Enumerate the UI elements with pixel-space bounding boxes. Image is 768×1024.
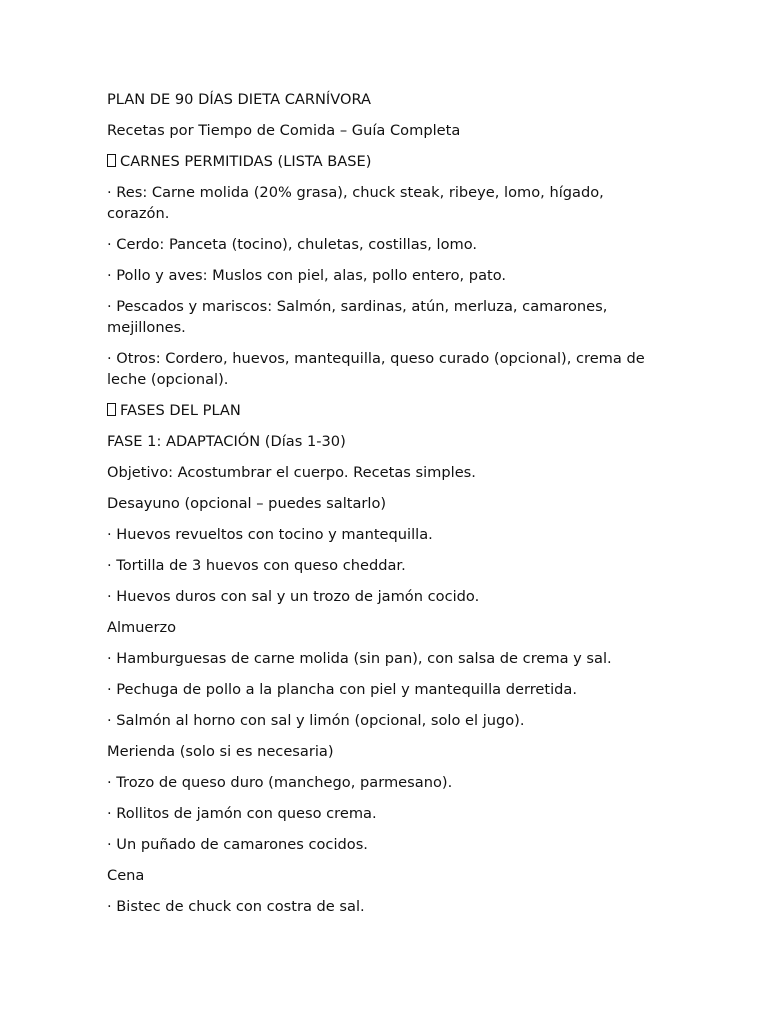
- list-item-lunch: · Salmón al horno con sal y limón (opcional, solo el jugo).: [107, 712, 525, 729]
- list-item-breakfast: · Tortilla de 3 huevos con queso cheddar.: [107, 557, 406, 574]
- document-title: PLAN DE 90 DÍAS DIETA CARNÍVORA: [107, 91, 371, 108]
- phase-objective: Objetivo: Acostumbrar el cuerpo. Recetas simples.: [107, 464, 476, 481]
- section-heading-label: CARNES PERMITIDAS (LISTA BASE): [120, 153, 372, 170]
- missing-glyph-icon: [107, 154, 116, 167]
- list-item-breakfast: · Huevos duros con sal y un trozo de jamón cocido.: [107, 588, 480, 605]
- meal-heading-dinner: Cena: [107, 867, 145, 884]
- list-item-meat-pork: · Cerdo: Panceta (tocino), chuletas, costillas, lomo.: [107, 236, 478, 253]
- list-item-dinner: · Bistec de chuck con costra de sal.: [107, 898, 365, 915]
- missing-glyph-icon: [107, 403, 116, 416]
- section-heading-label: FASES DEL PLAN: [120, 402, 241, 419]
- document-content: [107, 89, 652, 927]
- list-item-meat-beef: · Res: Carne molida (20% grasa), chuck steak, ribeye, lomo, hígado, corazón.: [107, 184, 604, 222]
- list-item-meat-other: · Otros: Cordero, huevos, mantequilla, queso curado (opcional), crema de leche (opcional).: [107, 350, 645, 388]
- list-item-meat-seafood: · Pescados y mariscos: Salmón, sardinas, atún, merluza, camarones, mejillones.: [107, 298, 608, 336]
- section-heading-meats: [107, 151, 652, 172]
- meal-heading-snack: Merienda (solo si es necesaria): [107, 743, 334, 760]
- phase-title: FASE 1: ADAPTACIÓN (Días 1-30): [107, 433, 346, 450]
- meal-heading-lunch: Almuerzo: [107, 619, 177, 636]
- document-subtitle: Recetas por Tiempo de Comida – Guía Completa: [107, 122, 461, 139]
- list-item-snack: · Trozo de queso duro (manchego, parmesano).: [107, 774, 453, 791]
- list-item-breakfast: · Huevos revueltos con tocino y mantequilla.: [107, 526, 433, 543]
- meal-heading-breakfast: Desayuno (opcional – puedes saltarlo): [107, 495, 387, 512]
- list-item-snack: · Rollitos de jamón con queso crema.: [107, 805, 377, 822]
- list-item-snack: · Un puñado de camarones cocidos.: [107, 836, 368, 853]
- list-item-lunch: · Hamburguesas de carne molida (sin pan), con salsa de crema y sal.: [107, 650, 612, 667]
- list-item-lunch: · Pechuga de pollo a la plancha con piel y mantequilla derretida.: [107, 681, 577, 698]
- section-heading-phases: [107, 400, 652, 421]
- list-item-meat-poultry: · Pollo y aves: Muslos con piel, alas, pollo entero, pato.: [107, 267, 507, 284]
